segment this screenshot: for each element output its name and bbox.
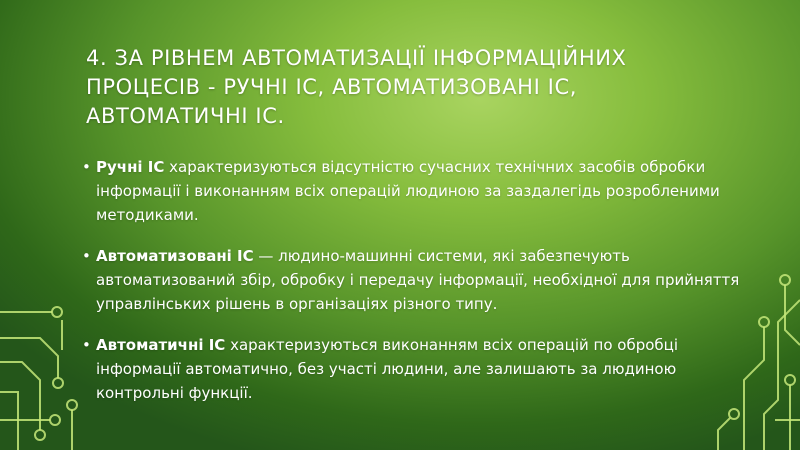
bullet-marker-icon: • (82, 247, 91, 265)
bullet-term: Автоматизовані ІС (96, 247, 254, 265)
circuit-left (0, 307, 77, 450)
bullet-term: Ручні ІС (96, 158, 165, 176)
bullet-marker-icon: • (82, 158, 91, 176)
bullet-item-manual (82, 155, 742, 227)
bullet-item-automated (82, 244, 742, 316)
slide-title: 4. ЗА РІВНЕМ АВТОМАТИЗАЦІЇ ІНФОРМАЦІЙНИХ ПРОЦЕСІВ - РУЧНІ ІС, АВТОМАТИЗОВАНІ ІС, АВТОМАТИЧНІ ІС. (86, 46, 627, 128)
bullet-term: Автоматичні ІС (96, 336, 226, 354)
bullet-item-automatic (82, 333, 742, 405)
bullet-marker-icon: • (82, 336, 91, 354)
bullet-list (82, 155, 742, 422)
bullet-text: характеризуються відсутністю сучасних технічних засобів обробки інформації і виконанням всіх операцій людиною за заздалегідь розробленими методиками. (96, 158, 720, 224)
bullet-text: — людино-машинні системи, які забезпечують автоматизований збір, обробку і передачу інформації, необхідної для прийняття управлінських рішень в організаціях різного типу. (96, 247, 740, 313)
bullet-text: характеризуються виконанням всіх операцій по обробці інформації автоматично, без участі людини, але залишають за людиною контрольні функції. (96, 336, 679, 402)
